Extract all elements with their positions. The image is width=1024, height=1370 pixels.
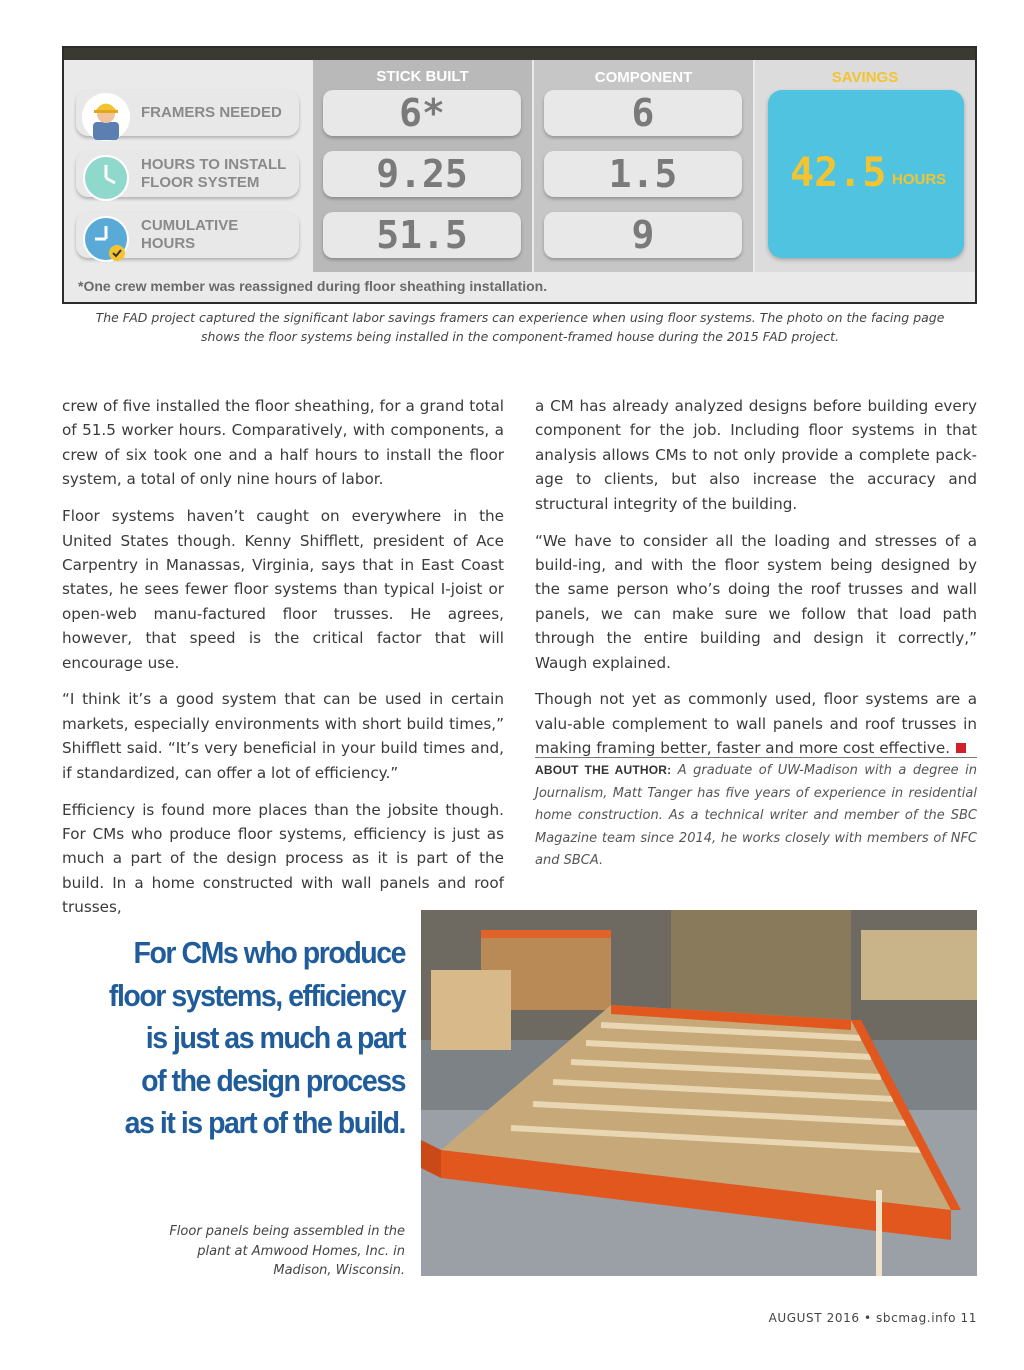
paragraph-text: Though not yet as commonly used, floor systems are a valu-able complement to wall panels and roof trusses in making framing better, faster and more cost effective. [535,690,977,758]
paragraph: “We have to consider all the loading and stresses of a build-ing, and with the floor system being designed by the same person who’s doing the roof trusses and wall panels, we can make sure we follow that load path through the entire building and design it correctly,” Waugh explained. [535,531,977,672]
clock-check-icon [81,214,131,264]
right-text-column [535,394,977,773]
paragraph: a CM has already analyzed designs before building every component for the job. Including floor systems in that analysis allows CMs to not only provide a complete pack-age to clients, but also increase the accuracy and structural integrity of the building. [535,397,977,513]
stick-built-hours-value: 9.25 [323,151,521,197]
paragraph: crew of five installed the floor sheathing, for a grand total of 51.5 worker hours. Comparatively, with components, a crew of six took one and a half hours to install the floor system, a total of only nine hours of labor. [62,397,504,489]
about-the-author [535,757,977,873]
pull-quote: For CMs who produce floor systems, efficiency is just as much a part of the design process as it is part of the build. [108,935,405,1140]
floor-panel-illustration [421,910,977,1276]
stick-built-header: STICK BUILT [376,68,469,85]
framers-needed-label [76,90,299,136]
cumulative-hours-label [76,212,299,258]
end-of-article-mark [956,743,966,753]
figure-caption: The FAD project captured the significant labor savings framers can experience when using floor systems. The photo on the facing page shows the floor systems being installed in the component-framed house during the 2015 FAD project. [95,310,945,344]
stick-built-cumulative-value: 51.5 [323,212,521,258]
component-hours-value: 1.5 [544,151,742,197]
component-cumulative-value: 9 [544,212,742,258]
page-folio: AUGUST 2016 • sbcmag.info 11 [768,1311,977,1325]
left-text-column [62,394,504,932]
hours-to-install-label [76,151,299,197]
savings-box [768,90,964,258]
row-label-text: HOURS TO INSTALL FLOOR SYSTEM [141,156,287,191]
row-label-text: FRAMERS NEEDED [141,104,282,121]
labor-savings-infographic [62,46,977,304]
row-label-text: CUMULATIVE HOURS [141,217,239,252]
component-header: COMPONENT [594,69,693,86]
component-framers-value: 6 [544,90,742,136]
paragraph: Floor systems haven’t caught on everywhere in the United States though. Kenny Shifflett, president of Ace Carpentry in Manassas, Virginia, says that in East Coast states, he sees fewer floor systems than typical I-joist or open-web manu-factured floor trusses. He agrees, however, that speed is the critical factor that will encourage use. [62,507,504,672]
stick-built-framers-value: 6* [323,90,521,136]
author-bio: A graduate of UW-Madison with a degree in Journalism, Matt Tanger has five years of experience in residential home construction. As a technical writer and member of the SBC Magazine team since 2014, he works closely with members of NFC and SBCA. [535,763,978,869]
paragraph-final [535,687,977,760]
paragraph: Efficiency is found more places than the jobsite though. For CMs who produce floor systems, efficiency is just as much a part of the design process as it is part of the build. In a home constructed with wall panels and roof trusses, [62,800,504,917]
photo-caption: Floor panels being assembled in the plant at Amwood Homes, Inc. in Madison, Wisconsin. [169,1224,405,1278]
infographic-footnote: *One crew member was reassigned during floor sheathing installation. [78,278,548,294]
savings-value: 42.5 [790,150,887,196]
clock-icon [81,153,131,203]
author-label: ABOUT THE AUTHOR: [535,763,672,777]
infographic-top-bar [64,48,975,60]
savings-unit: HOURS [892,171,947,188]
floor-panels-photo [421,910,977,1276]
paragraph: “I think it’s a good system that can be used in certain markets, especially environments with short build times,” Shifflett said. “It’s very beneficial in your build times and, if standardized, can offer a lot of efficiency.” [62,690,504,782]
worker-icon [81,92,131,142]
savings-header: SAVINGS [831,69,899,86]
